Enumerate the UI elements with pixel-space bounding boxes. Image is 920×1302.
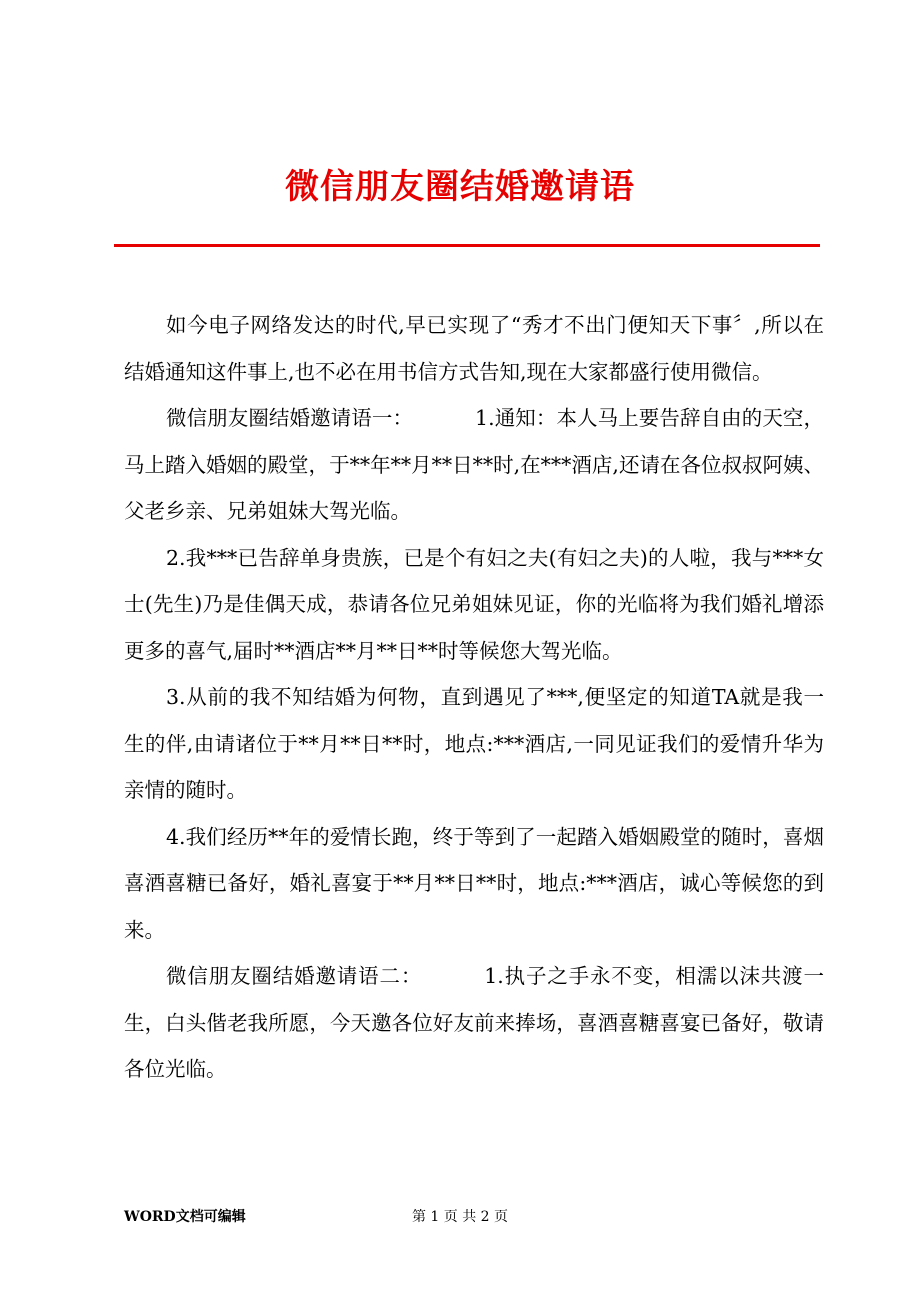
document-body — [124, 302, 824, 1093]
document-title: 微信朋友圈结婚邀请语 — [285, 167, 635, 207]
paragraph-text: 如今电子网络发达的时代,早已实现了“秀才不出门便知天下事〞,所以在结婚通知这件事上,也不必在用书信方式告知,现在大家都盛行使用微信。 — [124, 313, 824, 384]
paragraph-item-2 — [124, 535, 824, 675]
paragraph-item-4 — [124, 814, 824, 954]
paragraph-text: 1.通知：本人马上要告辞自由的天空，马上踏入婚姻的殿堂，于**年**月**日**时,在***酒店,还请在各位叔叔阿姨、父老乡亲、兄弟姐妹大驾光临。 — [124, 406, 824, 523]
title-divider — [114, 244, 820, 247]
paragraph-text: 3.从前的我不知结婚为何物，直到遇见了***,便坚定的知道TA就是我一生的伴,由请诸位于**月**日**时，地点:***酒店,一同见证我们的爱情升华为亲情的随时。 — [124, 685, 824, 802]
page-number: 第 1 页 共 2 页 — [411, 1209, 509, 1225]
paragraph-intro — [124, 302, 824, 395]
section-heading: 微信朋友圈结婚邀请语二： — [166, 964, 423, 988]
paragraph-text: 1.执子之手永不变，相濡以沫共渡一生，白头偕老我所愿，今天邀各位好友前来捧场，喜酒喜糖喜宴已备好，敬请各位光临。 — [124, 964, 825, 1081]
paragraph-text: 2.我***已告辞单身贵族，已是个有妇之夫(有妇之夫)的人啦，我与***女士(先生)乃是佳偶天成，恭请各位兄弟姐妹见证，你的光临将为我们婚礼增添更多的喜气,届时**酒店**月**日**时等候您大驾光临。 — [124, 545, 824, 663]
paragraph-section-two — [124, 953, 824, 1093]
footer-label: WORD文档可编辑 — [124, 1209, 246, 1225]
paragraph-item-3 — [124, 674, 824, 814]
section-heading: 微信朋友圈结婚邀请语一： — [166, 406, 414, 430]
paragraph-section-one — [124, 395, 824, 535]
paragraph-text: 4.我们经历**年的爱情长跑，终于等到了一起踏入婚姻殿堂的随时，喜烟喜酒喜糖已备好，婚礼喜宴于**月**日**时，地点:***酒店，诚心等候您的到来。 — [124, 824, 824, 942]
